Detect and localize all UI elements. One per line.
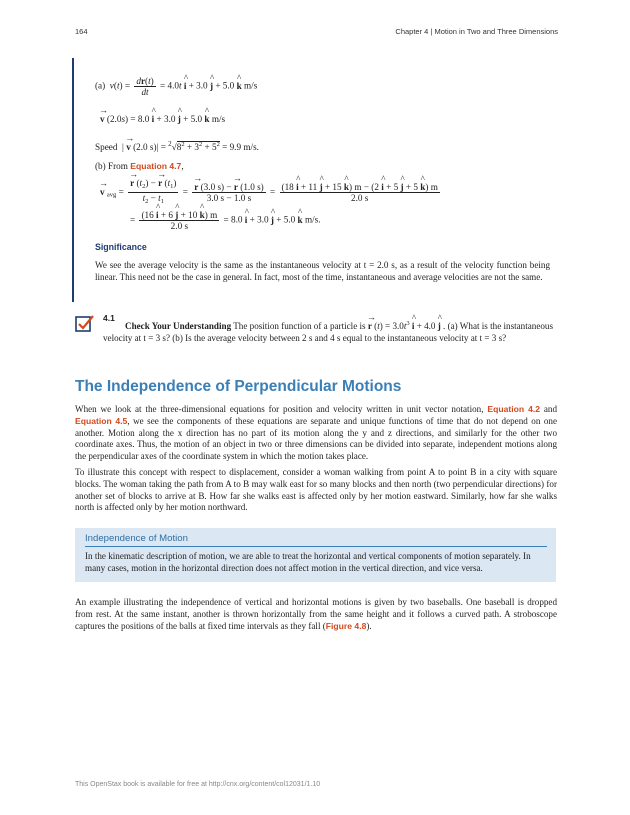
part-b-intro: (b) From Equation 4.7, <box>95 161 184 171</box>
equation-b1: → v $_{avg}$ = → $\frac{r (t_2) - \to r (t_1)}{t_2 - t_1}$ = → $\frac{r (3.0 s) - \to r (1.0 s)}{3.0 s - 1.0 s}$ = $\frac{(18 \^{} i + 11 \^{} j + 15 \^{} k) m - (2 \^{} i + 5 \^{} j + 5 \^{} k) m}{2.0 s}$ <box>100 178 442 207</box>
equation-b2: = $\frac{(16 \^{} i + 6 \^{} j + 10 \^{} k) m}{2.0 s}$ = 8.0 ^ i + 3.0 ^ j + 5.0 ^ k m/s. <box>130 210 321 231</box>
significance-title: Significance <box>95 242 147 252</box>
independence-callout <box>75 528 556 582</box>
callout-text: In the kinematic description of motion, we are able to treat the horizontal and vertical components of motion separately. In many cases, motion in the horizontal direction does not affect motion in the vertical direction, and vice versa. <box>85 551 531 573</box>
paragraph-3: An example illustrating the independence of vertical and horizontal motions is given by two baseballs. One baseball is dropped from rest. At the same instant, another is thrown horizontally from the same height and it follows a curved path. A stroboscope captures the positions of the balls at fixed time intervals as they fall (Figure 4.8). <box>75 597 557 631</box>
check-understanding-text: Check Your Understanding The position function of a particle is → r $(t) = 3.0t^3$ ^ i + 4.0 ^ j . (a) What is the instantaneous velocity at t = 3 s? (b) Is the average velocity between 2 s and 4 s equal to the instantaneous velocity at t = 3 s? <box>103 318 553 345</box>
section-title: The Independence of Perpendicular Motions <box>75 378 402 395</box>
check-understanding-number: 4.1 <box>103 313 115 323</box>
equation-a1: (a) v(t) = $\frac{dr(t)}{dt}$ = 4.0t ^ i + 3.0 ^ j + 5.0 ^ k m/s <box>95 76 257 97</box>
example-border <box>72 58 74 302</box>
paragraph-1: When we look at the three-dimensional equations for position and velocity written in unit vector notation, Equation 4.2 and Equation 4.5, we see the components of these equations are separate and unique functions of time that do not depend on one another. Motion along the x direction has no part of its motion along the y and z directions, and similarly for the other two coordinate axes. Thus, the motion of an object in two or three dimensions can be divided into separate, independent motions along the perpendicular axes of the coordinate system in which the motion takes place. <box>75 404 558 462</box>
equation-4-2-link[interactable]: Equation 4.2 <box>487 404 541 414</box>
significance-text: We see the average velocity is the same as the instantaneous velocity at t = 2.0 s, as a result of the velocity function being linear. This need not be the case in general. In fact, most of the time, instantaneous and average velocities are not the same. <box>95 260 550 282</box>
footer-text: This OpenStax book is available for free at http://cnx.org/content/col12031/1.10 <box>75 781 321 788</box>
figure-4-8-link[interactable]: Figure 4.8 <box>325 620 367 631</box>
check-understanding-title: Check Your Understanding <box>125 321 232 331</box>
equation-a2: → v (2.0s) = 8.0 ^ i + 3.0 ^ j + 5.0 ^ k m/s <box>100 114 225 124</box>
paragraph-2: To illustrate this concept with respect to displacement, consider a woman walking from point A to point B in a city with square blocks. The woman taking the path from A to B may walk east for so many blocks and then north (two perpendicular directions) for another set of blocks to arrive at B. How far she walks east is affected only by her motion eastward. Similarly, how far she walks north is affected only by her motion northward. <box>75 467 557 513</box>
equation-a3: Speed | → v (2.0 $s)| = ^2√8^2 + 3^2 + 5^2 = 9.9$ m/s. <box>95 140 259 152</box>
equation-4-7-link[interactable]: Equation 4.7 <box>130 161 182 171</box>
chapter-header: Chapter 4 | Motion in Two and Three Dimensions <box>395 27 558 36</box>
callout-title: Independence of Motion <box>85 533 547 547</box>
equation-4-5-link[interactable]: Equation 4.5 <box>75 415 128 426</box>
page-number: 164 <box>75 27 88 36</box>
check-understanding-icon <box>75 314 95 332</box>
